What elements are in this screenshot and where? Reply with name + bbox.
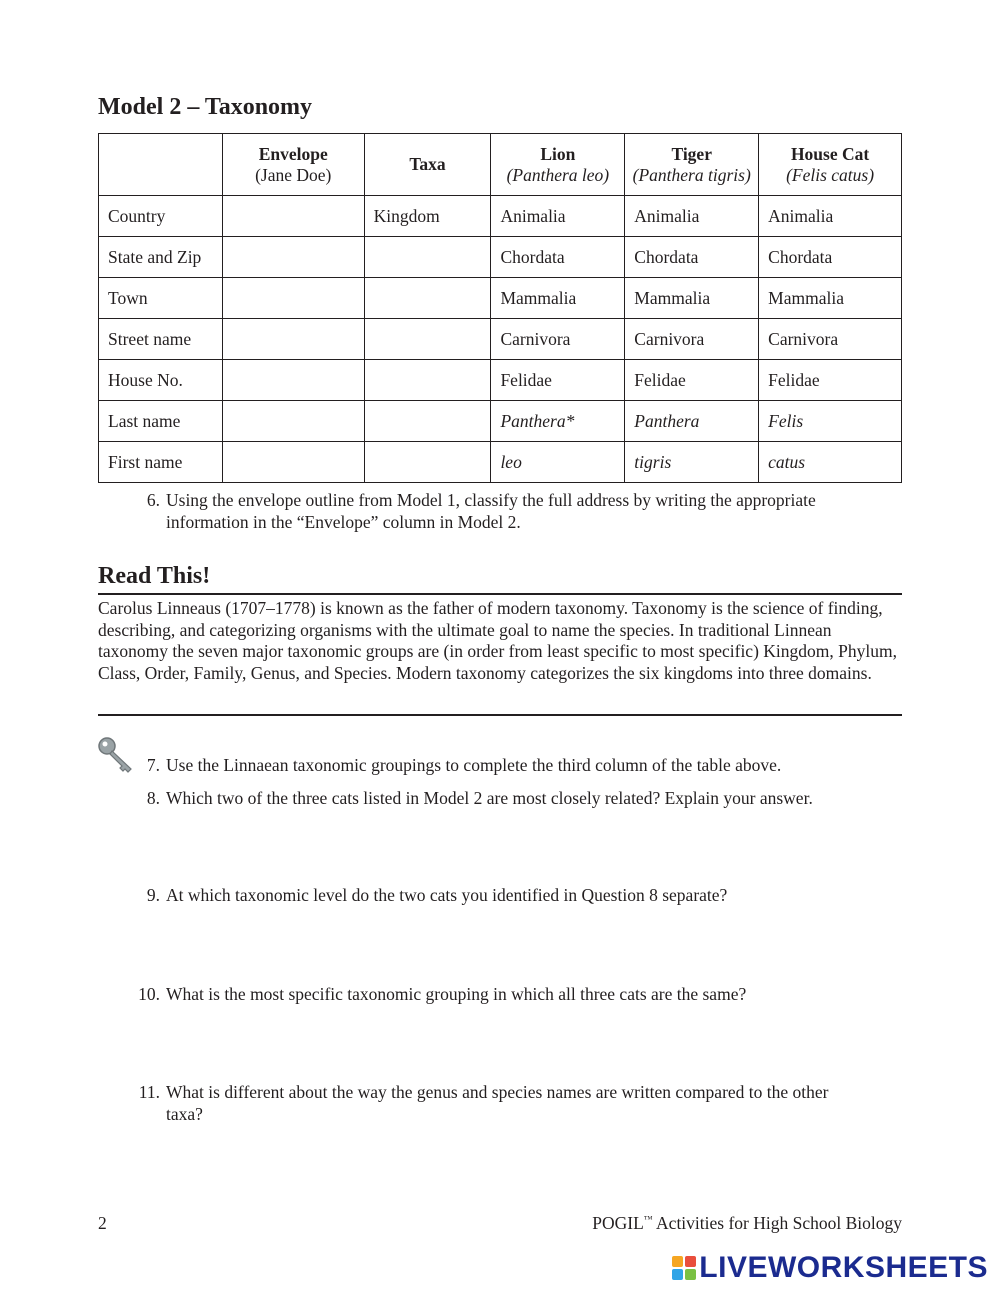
tiger-cell: Panthera (625, 401, 759, 442)
question-text: What is the most specific taxonomic grouping in which all three cats are the same? (166, 984, 747, 1004)
question-10 (98, 983, 902, 1005)
lion-cell: Chordata (491, 237, 625, 278)
taxonomy-table (98, 133, 902, 483)
house-cat-cell: catus (759, 442, 902, 483)
row-label: Last name (99, 401, 223, 442)
tiger-cell: Mammalia (625, 278, 759, 319)
row-label: House No. (99, 360, 223, 401)
question-number: 6. (146, 490, 160, 510)
envelope-input-cell[interactable] (222, 319, 364, 360)
house-cat-cell: Mammalia (759, 278, 902, 319)
liveworksheets-logo-mark (672, 1256, 696, 1280)
envelope-input-cell[interactable] (222, 278, 364, 319)
row-label: First name (99, 442, 223, 483)
question-9 (98, 884, 902, 906)
read-this-title: Read This! (98, 563, 211, 589)
taxa-input-cell[interactable] (364, 442, 491, 483)
taxa-input-cell[interactable] (364, 319, 491, 360)
lion-cell: Carnivora (491, 319, 625, 360)
question-number: 11. (138, 1082, 160, 1102)
taxa-input-cell[interactable] (364, 278, 491, 319)
page-number: 2 (98, 1213, 107, 1233)
read-this-paragraph: Carolus Linneaus (1707–1778) is known as the father of modern taxonomy. Taxonomy is the science of finding, describing, and categorizing organisms with the ultimate goal to name the species. In traditional Linnean taxonomy the seven major taxonomic groups are (in order from least specific to most specific) Kingdom, Phylum, Class, Order, Family, Genus, and Species. Modern taxonomy categorizes the six kingdoms into three domains. (98, 598, 897, 683)
house-cat-cell: Animalia (759, 196, 902, 237)
row-label: Street name (99, 319, 223, 360)
question-text: Using the envelope outline from Model 1, classify the full address by writing the appropriate (166, 490, 816, 510)
question-text-line2: taxa? (166, 1104, 203, 1124)
header-tiger: Tiger (Panthera tigris) (625, 134, 759, 196)
lion-cell: leo (491, 442, 625, 483)
header-house-cat: House Cat (Felis catus) (759, 134, 902, 196)
lion-cell: Felidae (491, 360, 625, 401)
liveworksheets-logo[interactable] (672, 1252, 988, 1284)
table-row (99, 196, 902, 237)
question-text: Use the Linnaean taxonomic groupings to complete the third column of the table above. (166, 755, 782, 775)
table-row (99, 401, 902, 442)
question-8 (98, 787, 902, 809)
house-cat-cell: Felidae (759, 360, 902, 401)
liveworksheets-logo-text: LIVEWORKSHEETS (699, 1251, 988, 1284)
header-lion: Lion (Panthera leo) (491, 134, 625, 196)
header-taxa: Taxa (364, 134, 491, 196)
envelope-input-cell[interactable] (222, 442, 364, 483)
question-text: What is different about the way the genus and species names are written compared to the other (166, 1082, 829, 1102)
question-7 (98, 754, 902, 776)
house-cat-cell: Carnivora (759, 319, 902, 360)
question-text: Which two of the three cats listed in Model 2 are most closely related? Explain your answer. (166, 788, 813, 808)
taxa-input-cell[interactable] (364, 401, 491, 442)
table-row (99, 360, 902, 401)
table-header-row (99, 134, 902, 196)
envelope-input-cell[interactable] (222, 196, 364, 237)
envelope-input-cell[interactable] (222, 360, 364, 401)
table-row (99, 278, 902, 319)
model-title: Model 2 – Taxonomy (98, 94, 313, 120)
header-empty (99, 134, 223, 196)
envelope-input-cell[interactable] (222, 401, 364, 442)
footer-book-title: POGIL™ Activities for High School Biology (592, 1213, 902, 1233)
taxa-cell[interactable]: Kingdom (364, 196, 491, 237)
read-this-bottom-rule (98, 714, 902, 716)
lion-cell: Mammalia (491, 278, 625, 319)
tiger-cell: Animalia (625, 196, 759, 237)
row-label: Country (99, 196, 223, 237)
row-label: Town (99, 278, 223, 319)
tiger-cell: Carnivora (625, 319, 759, 360)
question-number: 7. (146, 755, 160, 775)
question-text: At which taxonomic level do the two cats you identified in Question 8 separate? (166, 885, 728, 905)
question-number: 8. (146, 788, 160, 808)
question-6 (98, 489, 902, 533)
row-label: State and Zip (99, 237, 223, 278)
taxa-input-cell[interactable] (364, 360, 491, 401)
table-row (99, 319, 902, 360)
house-cat-cell: Felis (759, 401, 902, 442)
envelope-input-cell[interactable] (222, 237, 364, 278)
question-number: 9. (146, 885, 160, 905)
question-11 (98, 1081, 902, 1125)
table-row (99, 237, 902, 278)
question-number: 10. (138, 984, 160, 1004)
house-cat-cell: Chordata (759, 237, 902, 278)
read-this-top-rule (98, 593, 902, 595)
taxa-input-cell[interactable] (364, 237, 491, 278)
lion-cell: Panthera* (491, 401, 625, 442)
question-text-line2: information in the “Envelope” column in Model 2. (166, 512, 521, 532)
tiger-cell: tigris (625, 442, 759, 483)
tiger-cell: Felidae (625, 360, 759, 401)
table-row (99, 442, 902, 483)
header-envelope: Envelope (Jane Doe) (222, 134, 364, 196)
tiger-cell: Chordata (625, 237, 759, 278)
lion-cell: Animalia (491, 196, 625, 237)
